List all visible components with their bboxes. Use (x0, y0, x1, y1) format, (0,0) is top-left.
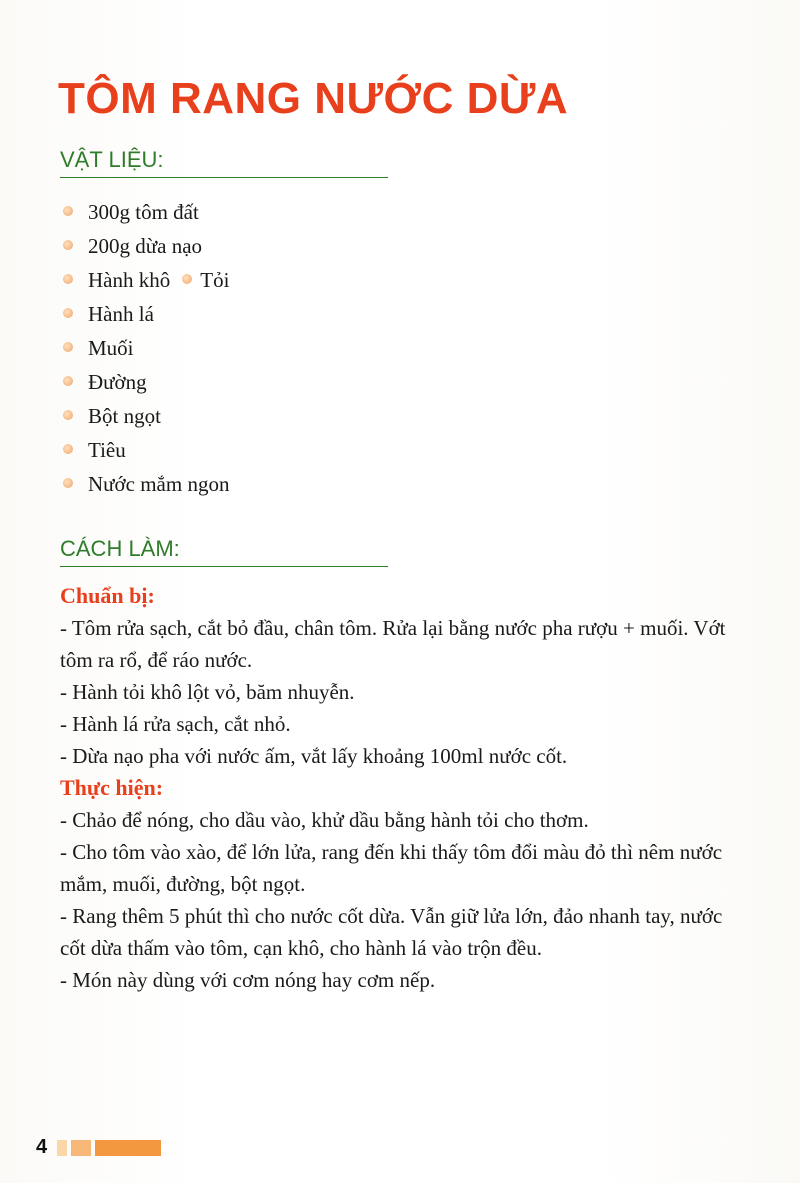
ingredient-item (60, 297, 229, 331)
prep-step: - Hành tỏi khô lột vỏ, băm nhuyễn. (60, 680, 355, 704)
method-body (60, 580, 740, 996)
ingredient-label: Hành lá (88, 302, 154, 326)
bullet-icon (63, 376, 73, 386)
recipe-title: TÔM RANG NƯỚC DỪA (58, 74, 569, 123)
ingredient-item (60, 263, 229, 297)
ingredient-item (60, 331, 229, 365)
ingredient-label: Đường (88, 370, 147, 394)
bullet-icon (63, 308, 73, 318)
prep-step: - Dừa nạo pha với nước ấm, vắt lấy khoảng 100ml nước cốt. (60, 744, 568, 768)
ingredient-item (60, 467, 229, 501)
bullet-icon (63, 240, 73, 250)
bullet-icon (63, 478, 73, 488)
ingredient-label: Muối (88, 336, 134, 360)
cook-step: - Chảo để nóng, cho dầu vào, khử dầu bằng hành tỏi cho thơm. (60, 808, 589, 832)
footer-bar-segment (71, 1140, 91, 1156)
ingredient-item (60, 365, 229, 399)
cook-step: - Rang thêm 5 phút thì cho nước cốt dừa. Vẫn giữ lửa lớn, đảo nhanh tay, nước cốt dừa thấm vào tôm, cạn khô, cho hành lá vào trộn đều. (60, 904, 723, 960)
ingredient-label: Bột ngọt (88, 404, 161, 428)
footer-bar-segment (57, 1140, 67, 1156)
page-footer (36, 1136, 161, 1159)
method-heading: CÁCH LÀM: (60, 536, 388, 567)
ingredient-label: 200g dừa nạo (88, 234, 203, 258)
cook-heading: Thực hiện: (60, 775, 164, 800)
ingredient-label: Nước mắm ngon (88, 472, 230, 496)
ingredient-list (60, 195, 229, 501)
prep-step: - Hành lá rửa sạch, cắt nhỏ. (60, 712, 291, 736)
ingredient-label: Tỏi (200, 268, 230, 292)
bullet-icon (182, 274, 192, 284)
ingredient-label: Hành khô (88, 268, 171, 292)
materials-heading: VẬT LIỆU: (60, 147, 388, 178)
ingredient-item (60, 229, 229, 263)
prep-heading: Chuẩn bị: (60, 583, 155, 608)
bullet-icon (63, 410, 73, 420)
footer-bar-segment (95, 1140, 161, 1156)
ingredient-item (60, 195, 229, 229)
ingredient-item (60, 399, 229, 433)
ingredient-label: 300g tôm đất (88, 200, 199, 224)
prep-step: - Tôm rửa sạch, cắt bỏ đầu, chân tôm. Rửa lại bằng nước pha rượu + muối. Vớt tôm ra rổ, để ráo nước. (60, 616, 726, 672)
bullet-icon (63, 342, 73, 352)
page-number: 4 (36, 1136, 48, 1158)
bullet-icon (63, 274, 73, 284)
ingredient-item (60, 433, 229, 467)
ingredient-label: Tiêu (88, 438, 126, 462)
bullet-icon (63, 444, 73, 454)
cook-step: - Món này dùng với cơm nóng hay cơm nếp. (60, 968, 436, 992)
cook-step: - Cho tôm vào xào, để lớn lửa, rang đến khi thấy tôm đổi màu đỏ thì nêm nước mắm, muối, đường, bột ngọt. (60, 840, 723, 896)
bullet-icon (63, 206, 73, 216)
